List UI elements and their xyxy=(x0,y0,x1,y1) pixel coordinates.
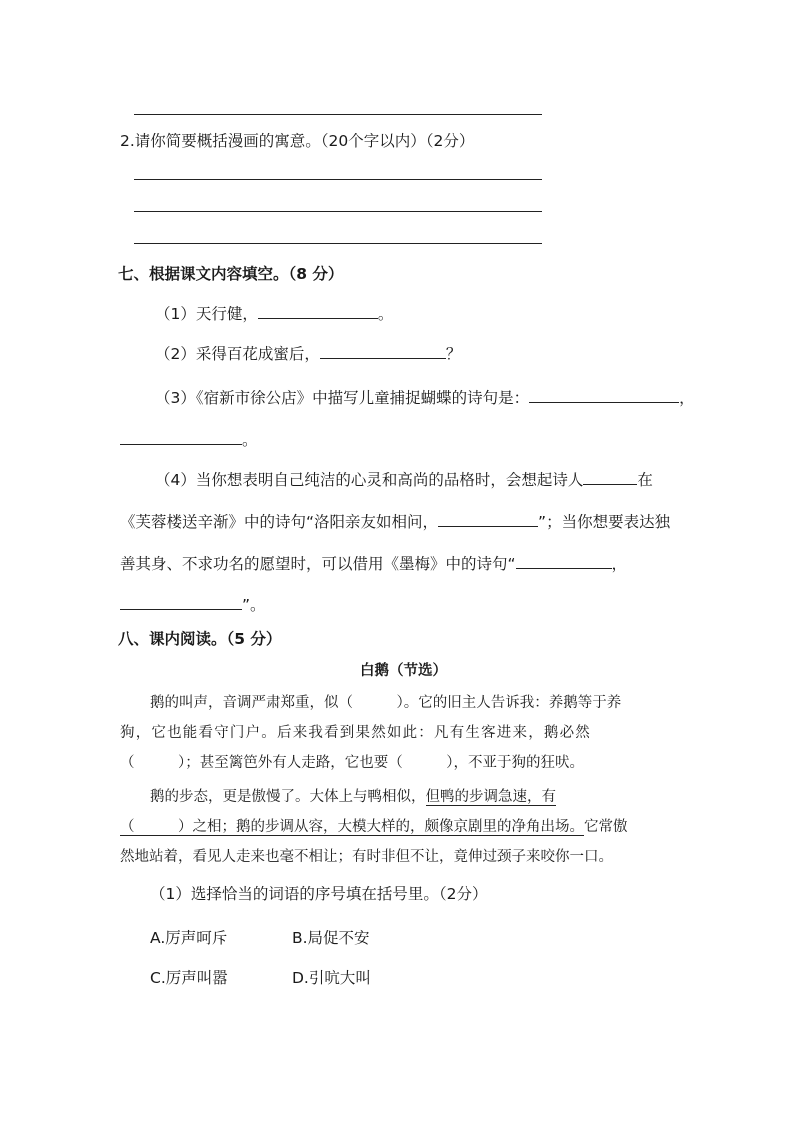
answer-line-top[interactable] xyxy=(134,114,542,115)
item-4-line4-suffix: ”。 xyxy=(242,596,266,614)
blank-4a[interactable] xyxy=(583,468,637,485)
option-d: D.引吭大叫 xyxy=(292,969,371,987)
item-4-line1-prefix: （4）当你想表明自己纯洁的心灵和高尚的品格时，会想起诗人 xyxy=(155,471,584,489)
option-a: A.厉声呵斥 xyxy=(150,929,228,947)
passage-p2-line1-a: 鹅的步态，更是傲慢了。大体上与鸭相似， xyxy=(150,789,426,805)
fill-item-2 xyxy=(155,342,461,365)
item-1-suffix: 。 xyxy=(377,305,394,323)
answer-line[interactable] xyxy=(134,243,542,244)
option-c: C.厉声叫嚣 xyxy=(150,969,228,987)
item-3-prefix: （3）《宿新市徐公店》中描写儿童捕捉蝴蝶的诗句是： xyxy=(155,389,530,407)
passage-p2-line3: 然地站着，看见人走来也毫不相让；有时非但不让，竟伸过颈子来咬你一口。 xyxy=(120,849,613,865)
section-7-heading: 七、根据课文内容填空。（8 分） xyxy=(118,265,344,283)
item-4-line3-prefix: 善其身、不求功名的愿望时，可以借用《墨梅》中的诗句“ xyxy=(120,555,516,573)
reading-question-1: （1）选择恰当的词语的序号填在括号里。（2分） xyxy=(150,885,488,903)
section-8-heading: 八、课内阅读。（5 分） xyxy=(118,630,282,648)
blank-3a[interactable] xyxy=(529,386,679,403)
item-4-line2-prefix: 《芙蓉楼送辛渐》中的诗句“洛阳亲友如相问， xyxy=(120,513,439,531)
fill-item-4-line1 xyxy=(155,468,653,491)
passage-p1-line3: （ ）；甚至篱笆外有人走路，它也要（ ），不亚于狗的狂吠。 xyxy=(120,755,584,771)
item-3-suffix: ， xyxy=(679,389,695,407)
blank-4b[interactable] xyxy=(438,510,538,527)
fill-item-1 xyxy=(155,302,393,325)
passage-p2-line2-b: 它常傲 xyxy=(584,819,628,835)
option-b: B.局促不安 xyxy=(292,929,370,947)
fill-item-4-line3 xyxy=(120,552,627,575)
blank-3b[interactable] xyxy=(120,428,242,445)
item-4-line2-suffix: ”；当你想要表达独 xyxy=(538,513,671,531)
passage-p1-line1: 鹅的叫声，音调严肃郑重，似（ ）。它的旧主人告诉我：养鹅等于养 xyxy=(150,695,622,711)
item-2-prefix: （2）采得百花成蜜后， xyxy=(155,345,320,363)
blank-4d[interactable] xyxy=(120,593,242,610)
passage-p2-line2 xyxy=(120,816,628,838)
passage-p2-line1 xyxy=(150,786,556,808)
passage-p1-line2: 狗，它也能看守门户。后来我看到果然如此：凡有生客进来，鹅必然 xyxy=(120,725,591,741)
blank-2[interactable] xyxy=(320,342,446,359)
fill-item-4-line2 xyxy=(120,510,670,533)
passage-title: 白鹅（节选） xyxy=(360,663,447,679)
fill-item-3-cont xyxy=(120,428,258,451)
item-2-suffix: ？ xyxy=(445,345,462,363)
item-3-end: 。 xyxy=(242,431,258,449)
question-2: 2.请你简要概括漫画的寓意。（20个字以内）（2分） xyxy=(120,132,475,150)
answer-line[interactable] xyxy=(134,179,542,180)
item-1-prefix: （1）天行健， xyxy=(155,305,258,323)
item-4-line3-suffix: ， xyxy=(611,555,628,573)
item-4-line1-suffix: 在 xyxy=(637,471,653,489)
answer-line[interactable] xyxy=(134,211,542,212)
blank-1[interactable] xyxy=(258,302,378,319)
underlined-text: 但鸭的步调急速，有 xyxy=(425,789,556,805)
fill-item-4-line4 xyxy=(120,593,266,616)
blank-4c[interactable] xyxy=(516,552,612,569)
fill-item-3 xyxy=(155,386,695,409)
underlined-text: （ ）之相；鹅的步调从容，大模大样的，颇像京剧里的净角出场。 xyxy=(120,819,584,835)
